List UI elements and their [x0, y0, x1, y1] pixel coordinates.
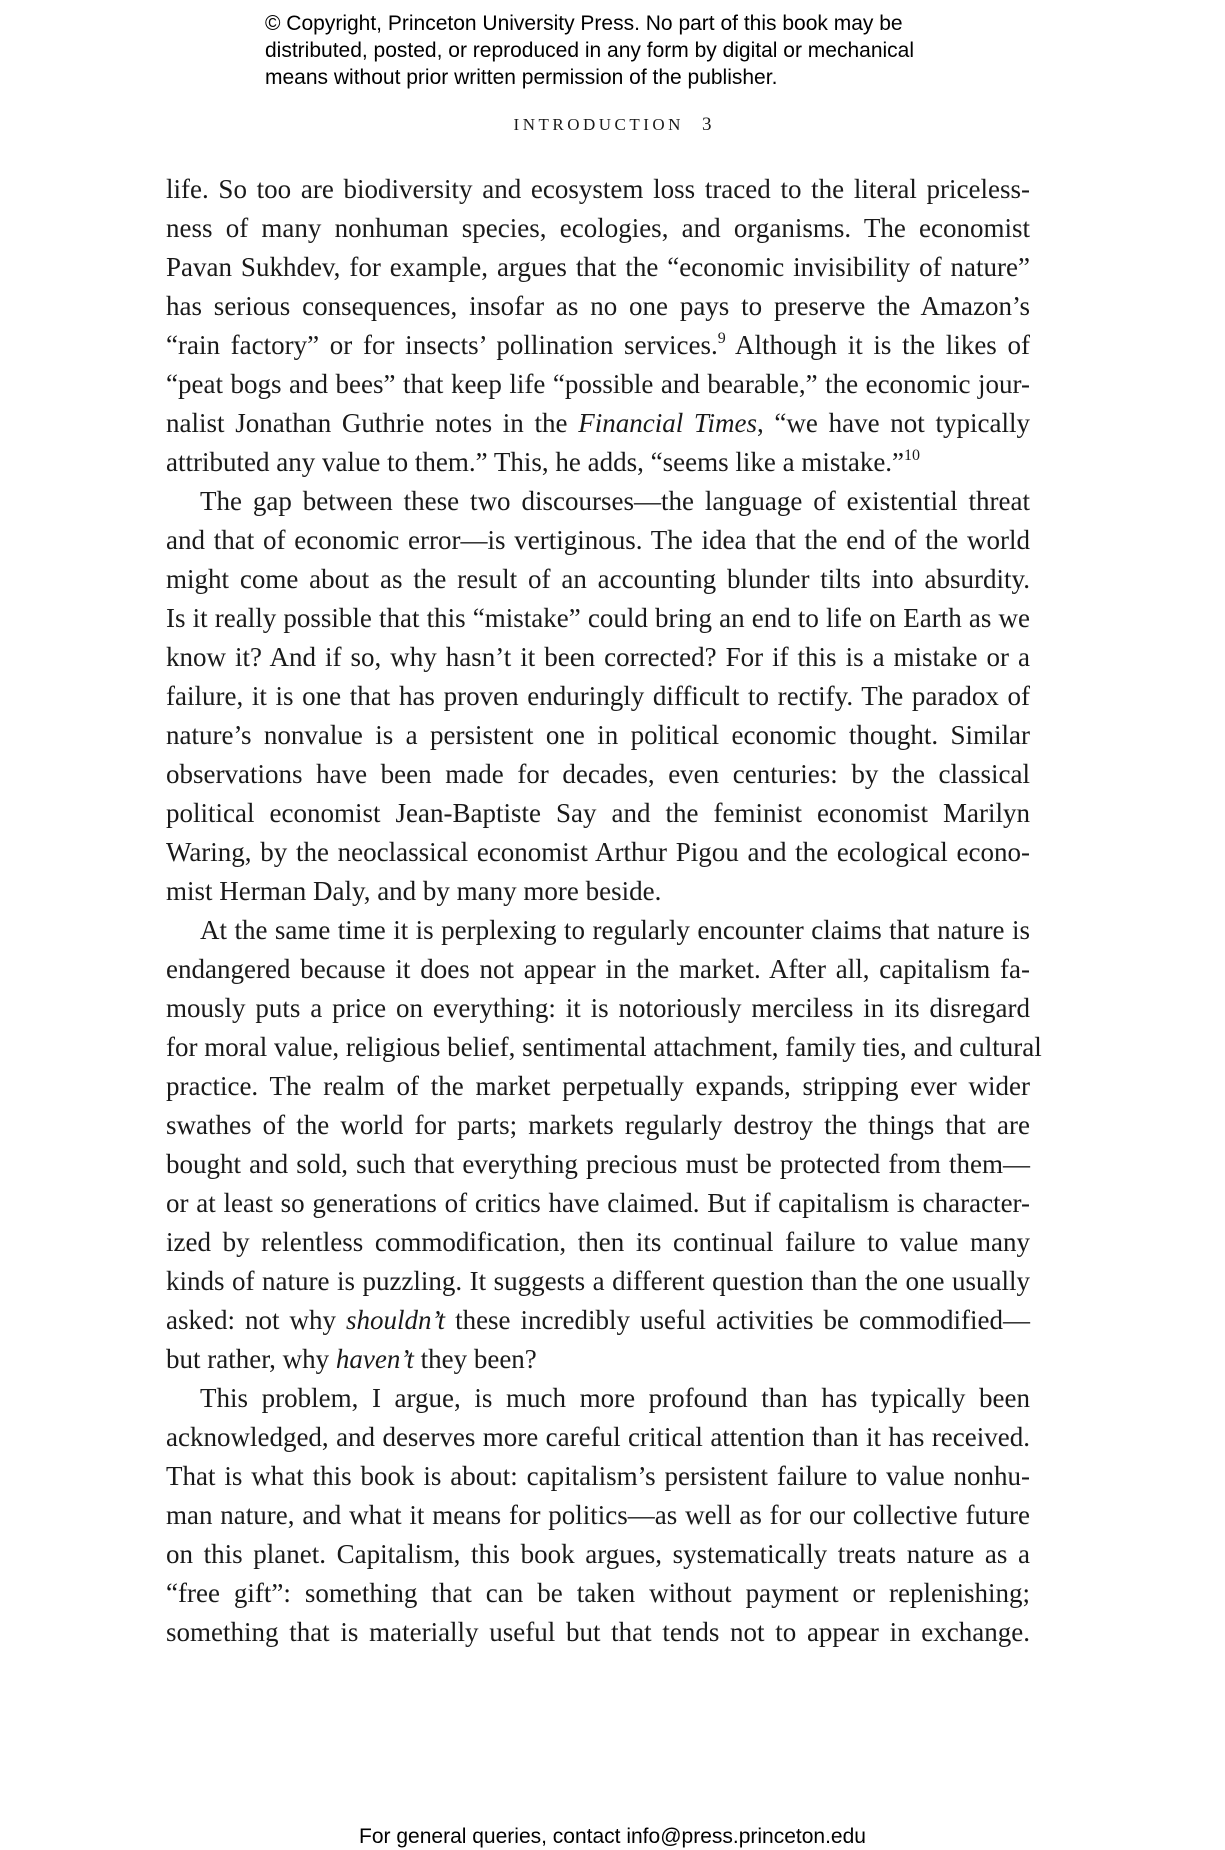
text-line: practice. The realm of the market perpetually expands, stripping ever wider: [166, 1071, 1030, 1101]
text-line: nalist Jonathan Guthrie notes in the Financial Times, “we have not typically: [166, 408, 1030, 438]
text-line: failure, it is one that has proven enduringly difficult to rectify. The paradox of: [166, 681, 1030, 711]
running-head: [0, 114, 1225, 136]
text-line: Pavan Sukhdev, for example, argues that the “economic invisibility of nature”: [166, 252, 1030, 282]
text-line: bought and sold, such that everything precious must be protected from them—: [166, 1149, 1030, 1179]
chapter-title: INTRODUCTION: [513, 115, 684, 134]
text-line: Waring, by the neoclassical economist Arthur Pigou and the ecological econo-: [166, 837, 1030, 867]
text-line: might come about as the result of an accounting blunder tilts into absurdity.: [166, 564, 1030, 594]
text-line: kinds of nature is puzzling. It suggests a different question than the one usually: [166, 1266, 1030, 1296]
copyright-line: distributed, posted, or reproduced in any form by digital or mechanical: [265, 39, 915, 62]
copyright-notice: [265, 10, 1025, 91]
copyright-line: means without prior written permission of the publisher.: [265, 66, 778, 89]
text-line: ness of many nonhuman species, ecologies, and organisms. The economist: [166, 213, 1030, 243]
page-number: 3: [701, 114, 712, 135]
italic-word: haven’t: [335, 1344, 414, 1374]
text-line: or at least so generations of critics have claimed. But if capitalism is character-: [166, 1188, 1030, 1218]
paragraph-3: [166, 911, 1042, 1379]
text-line: endangered because it does not appear in the market. After all, capitalism fa-: [166, 954, 1030, 984]
text-line: This problem, I argue, is much more profound than has typically been: [200, 1383, 1030, 1413]
text-line: know it? And if so, why hasn’t it been corrected? For if this is a mistake or a: [166, 642, 1030, 672]
text-line: but rather, why haven’t they been?: [166, 1344, 537, 1374]
text-line: on this planet. Capitalism, this book argues, systematically treats nature as a: [166, 1539, 1030, 1569]
footnote-ref[interactable]: 10: [904, 447, 921, 464]
paragraph-4: [166, 1379, 1030, 1652]
italic-word: shouldn’t: [346, 1305, 446, 1335]
text-line: asked: not why shouldn’t these incredibly useful activities be commodified—: [166, 1305, 1030, 1335]
body-text: [166, 170, 1042, 1652]
text-line: for moral value, religious belief, sentimental attachment, family ties, and cultural: [166, 1032, 1042, 1062]
copyright-line: © Copyright, Princeton University Press. No part of this book may be: [265, 12, 903, 35]
text-line: something that is materially useful but that tends not to appear in exchange.: [166, 1617, 1030, 1647]
text-line: attributed any value to them.” This, he adds, “seems like a mistake.”$^{10}$: [166, 447, 921, 477]
text-line: observations have been made for decades, even centuries: by the classical: [166, 759, 1030, 789]
text-line: “free gift”: something that can be taken without payment or replenishing;: [166, 1578, 1030, 1608]
text-line: “rain factory” or for insects’ pollination services.$^9$ Although it is the likes of: [166, 330, 1031, 360]
footnote-ref[interactable]: 9: [717, 330, 726, 347]
text-line: ized by relentless commodification, then its continual failure to value many: [166, 1227, 1030, 1257]
text-line: swathes of the world for parts; markets regularly destroy the things that are: [166, 1110, 1030, 1140]
text-line: “peat bogs and bees” that keep life “possible and bearable,” the economic jour-: [166, 369, 1030, 399]
text-line: The gap between these two discourses—the language of existential threat: [200, 486, 1030, 516]
text-line: At the same time it is perplexing to regularly encounter claims that nature is: [200, 915, 1030, 945]
text-line: life. So too are biodiversity and ecosystem loss traced to the literal priceless-: [166, 174, 1030, 204]
text-line: mist Herman Daly, and by many more beside.: [166, 876, 662, 906]
text-line: political economist Jean-Baptiste Say and the feminist economist Marilyn: [166, 798, 1030, 828]
text-line: mously puts a price on everything: it is notoriously merciless in its disregard: [166, 993, 1030, 1023]
text-line: acknowledged, and deserves more careful critical attention than it has received.: [166, 1422, 1030, 1452]
footer-contact: For general queries, contact info@press.princeton.edu: [359, 1825, 866, 1848]
italic-title: Financial Times: [578, 408, 757, 438]
text-line: man nature, and what it means for politics—as well as for our collective future: [166, 1500, 1030, 1530]
text-line: Is it really possible that this “mistake” could bring an end to life on Earth as we: [166, 603, 1030, 633]
text-line: has serious consequences, insofar as no one pays to preserve the Amazon’s: [166, 291, 1030, 321]
paragraph-1: [166, 170, 1030, 482]
text-line: That is what this book is about: capitalism’s persistent failure to value nonhu-: [166, 1461, 1030, 1491]
paragraph-2: [166, 482, 1030, 911]
text-line: nature’s nonvalue is a persistent one in political economic thought. Similar: [166, 720, 1030, 750]
text-line: and that of economic error—is vertiginous. The idea that the end of the world: [166, 525, 1030, 555]
